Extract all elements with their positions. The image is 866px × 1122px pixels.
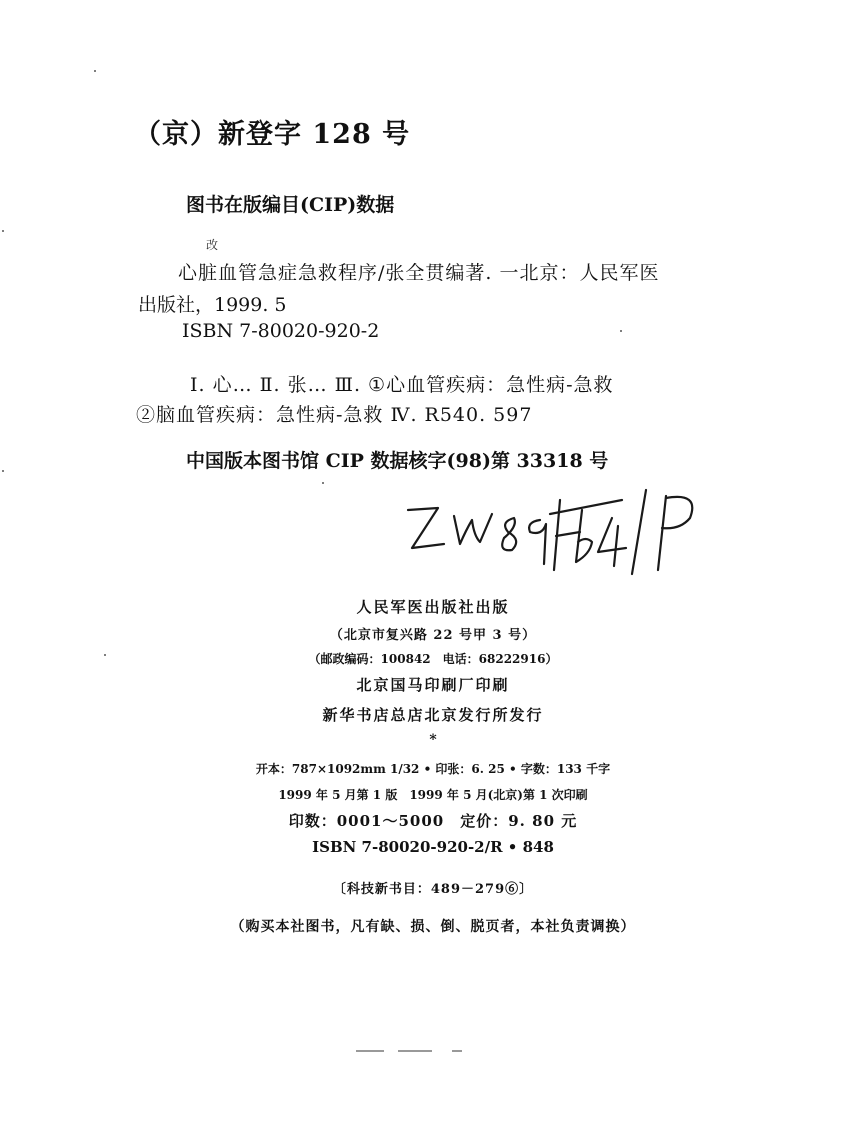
edition-info: 1999 年 5 月第 1 版 1999 年 5 月(北京)第 1 次印刷: [278, 788, 588, 802]
handwritten-annotation: 改: [206, 238, 219, 252]
handwritten-signature: [400, 470, 750, 580]
scan-speck: [2, 470, 4, 472]
scan-speck: [356, 1050, 384, 1052]
scan-speck: [322, 482, 324, 484]
scan-speck: [398, 1050, 432, 1052]
cip-subjects-line-2: ②脑血管疾病：急性病-急救 Ⅳ. R540. 597: [136, 404, 533, 426]
scan-speck: [620, 330, 622, 332]
format-specs: 开本：787×1092mm 1/32 • 印张：6. 25 • 字数：133 千字: [255, 762, 611, 776]
scan-speck: [452, 1050, 462, 1052]
return-notice: （购买本社图书，凡有缺、损、倒、脱页者，本社负责调换）: [230, 919, 636, 935]
scan-speck: [94, 70, 96, 72]
scan-speck: [2, 230, 4, 232]
print-run-and-price: 印数：0001～5000 定价：9. 80 元: [288, 812, 578, 830]
isbn-full: ISBN 7-80020-920-2/R • 848: [312, 838, 554, 856]
cip-check-number: 中国版本图书馆 CIP 数据核字(98)第 33318 号: [186, 450, 609, 472]
registration-number: （京）新登字 128 号: [134, 119, 411, 150]
publisher-contact: （邮政编码：100842 电话：68222916）: [308, 652, 558, 666]
cip-heading: 图书在版编目(CIP)数据: [186, 194, 395, 216]
publisher-line: 人民军医出版社出版: [356, 598, 510, 616]
separator-star: *: [429, 732, 437, 748]
printer-line: 北京国马印刷厂印刷: [356, 676, 510, 694]
cip-publisher-line: 出版社，1999. 5: [138, 294, 287, 316]
catalog-number: 〔科技新书目：489－279⑥〕: [332, 882, 534, 897]
scan-speck: [104, 654, 106, 656]
publisher-address: （北京市复兴路 22 号甲 3 号）: [329, 628, 537, 643]
cip-subjects-line-1: Ⅰ. 心… Ⅱ. 张… Ⅲ. ①心血管疾病：急性病-急救: [190, 374, 614, 396]
cip-title-line: 心脏血管急症急救程序/张全贯编著. 一北京：人民军医: [178, 262, 660, 284]
cip-isbn: ISBN 7-80020-920-2: [182, 320, 380, 342]
distributor-line: 新华书店总店北京发行所发行: [322, 706, 544, 724]
